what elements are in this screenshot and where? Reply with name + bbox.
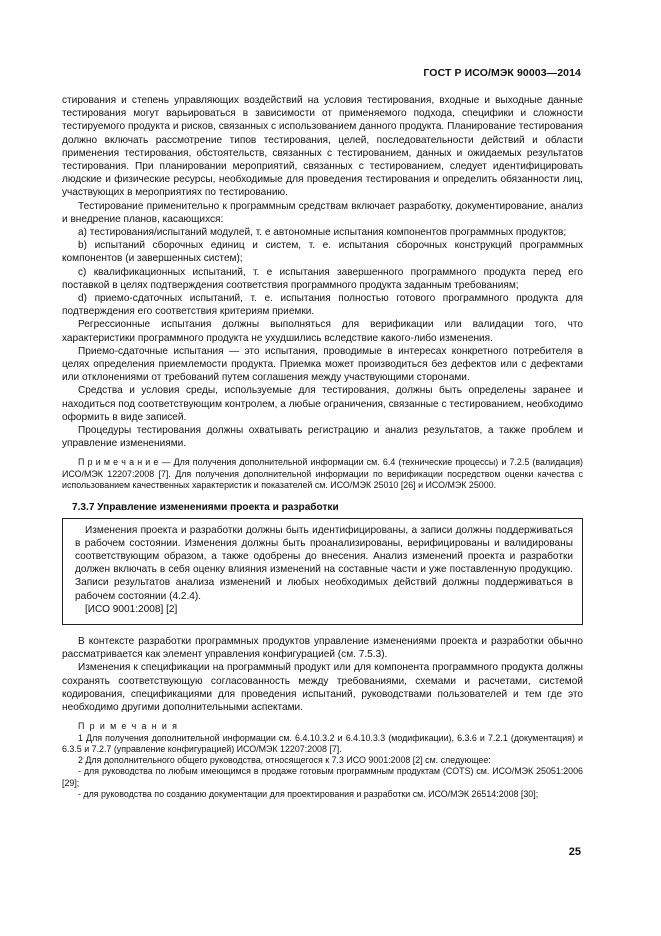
- note-text: — Для получения дополнительной информации см. 6.4 (технические процессы) и 7.2.5 (валидация) ИСО/МЭК 12207:2008 [7]. Для получения дополнительной информации по верификации посредством оценки качества с использованием качественных характеристик и показателей см. ИСО/МЭК 25010 [26] и ИСО/МЭК 25000.: [62, 457, 584, 491]
- quoted-requirement-box: [62, 518, 583, 625]
- paragraph: Средства и условия среды, используемые для тестирования, должны быть определены заранее и находиться под соответствующим контролем, а любые ограничения, связанные с тестированием, необходимо оформить в виде записей.: [62, 385, 583, 423]
- note-item: - для руководства по созданию документации для проектирования и разработки см. ИСО/МЭК 26514:2008 [30];: [78, 789, 539, 799]
- paragraph: Приемо-сдаточные испытания — это испытания, проводимые в интересах конкретного потребителя в целях определения приемлемости продукта. Приемка может производиться без дефектов или с дефектами или отклонениями от требований путем соглашения между участвующими сторонами.: [62, 345, 583, 384]
- list-item: b) испытаний сборочных единиц и систем, т. е. испытания сборочных конструкций программных компонентов (и завершенных систем);: [62, 240, 583, 265]
- paragraph: стирования и степень управляющих воздействий на условия тестирования, входные и выходные данные тестирования могут варьироваться в зависимости от применяемого подхода, специфики и сложности тестируемого продукта и рисков, связанных с использованием данного продукта. Планирование тестирования должно включать рассмотрение типов тестирования, целей, последовательности действий и области применения тестирования, обстоятельств, связанных с тестированием, данных и ожидаемых результатов тестирования. При планировании мероприятий, связанных с тестированием, следует идентифицировать людские и физические ресурсы, необходимые для проведения тестирования и определить обязанности лиц, участвующих в мероприятиях по тестированию.: [62, 95, 583, 199]
- page-content: [62, 94, 583, 800]
- list-item: с) квалификационных испытаний, т. е испытания завершенного программного продукта перед его поставкой в целях подтверждения соответствия программного продукта заданным требованиям;: [62, 266, 583, 291]
- box-reference: [ИСО 9001:2008] [2]: [85, 603, 178, 615]
- note: [62, 457, 583, 491]
- list-item: а) тестирования/испытаний модулей, т. е автономные испытания компонентов программных продуктов;: [78, 227, 567, 239]
- note-item: 1 Для получения дополнительной информации см. 6.4.10.3.2 и 6.4.10.3.3 (модификации), 6.3.6 и 7.2.1 (документация) и 6.3.5 и 7.2.7 (управление конфигурацией) ИСО/МЭК 12207:2008 [7].: [62, 732, 583, 754]
- notes-label: П р и м е ч а н и я: [78, 721, 179, 732]
- list-item: d) приемо-сдаточных испытаний, т. е. испытания полностью готового программного продукта для подтверждения его соответствия критериям приемки.: [62, 293, 583, 318]
- note-item: - для руководства по любым имеющимся в продаже готовым программным продуктам (COTS) см. ИСО/МЭК 25051:2006 [29];: [62, 766, 583, 788]
- section-title: 7.3.7 Управление изменениями проекта и разработки: [72, 502, 339, 514]
- paragraph: Изменения к спецификации на программный продукт или для компонента программного продукта должны сохранять соответствующую согласованность между требованиями, схемами и расчетами, системой кодирования, спецификациями для проведения испытаний, руководствами пользователей и тем где это необходимо другими дополнительными аспектами.: [62, 662, 583, 714]
- box-text: Изменения проекта и разработки должны быть идентифицированы, а записи должны поддерживаться в рабочем состоянии. Изменения должны быть проанализированы, верифицированы и валидированы соответствующим образом, а также одобрены до внесения. Анализ изменений проекта и разработки должен включать в себя оценку влияния изменений на составные части и уже поставленную продукцию. Записи результатов анализа изменений и любых необходимых действий должны поддерживаться в рабочем состоянии (4.2.4).: [75, 524, 573, 602]
- note-label: П р и м е ч а н и е: [78, 457, 159, 468]
- page-number: 25: [568, 846, 581, 858]
- note-item: 2 Для дополнительного общего руководства, относящегося к 7.3 ИСО 9001:2008 [2] см. следующее:: [78, 755, 491, 766]
- standard-header: ГОСТ Р ИСО/МЭК 90003—2014: [423, 67, 581, 79]
- paragraph: Тестирование применительно к программным средствам включает разработку, документирование, анализ и внедрение планов, касающихся:: [62, 200, 583, 225]
- paragraph: В контексте разработки программных продуктов управление изменениями проекта и разработки обычно рассматривается как элемент управления конфигурацией (см. 7.5.3).: [62, 636, 583, 661]
- paragraph: Регрессионные испытания должны выполняться для верификации или валидации того, что характеристики программного продукта не ухудшились вследствие какого-либо изменения.: [62, 319, 583, 344]
- paragraph: Процедуры тестирования должны охватывать регистрацию и анализ результатов, а также проблем и управление изменениями.: [62, 425, 583, 450]
